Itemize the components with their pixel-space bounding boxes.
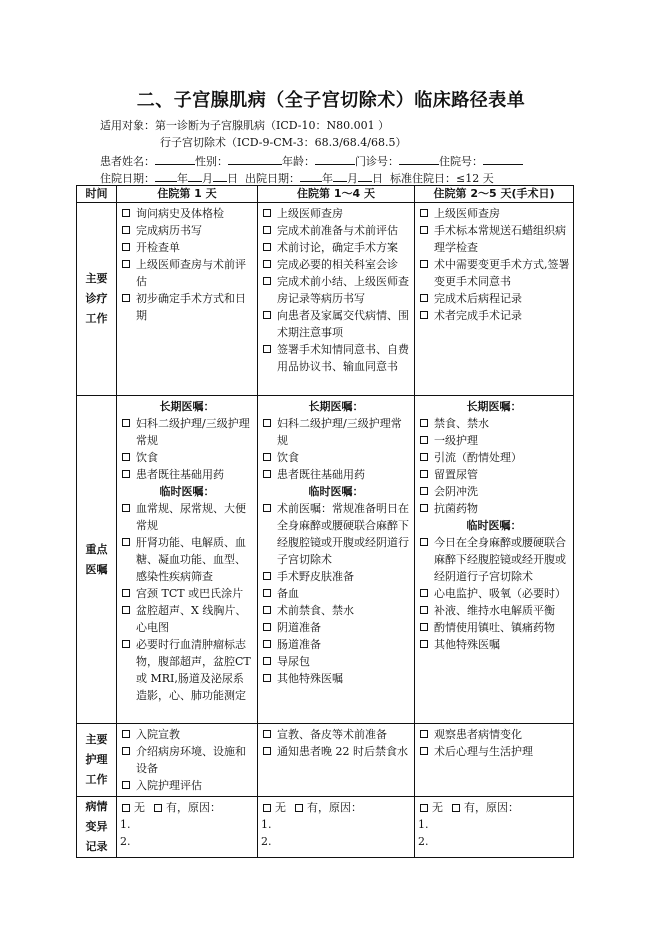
row-main-work [77, 203, 574, 396]
checkbox[interactable] [420, 453, 428, 461]
admit-year-field[interactable] [155, 170, 177, 182]
checklist-item-text: 介绍病房环境、设施和设备 [136, 745, 246, 775]
checklist [261, 415, 411, 483]
sex-label: 性别： [195, 155, 228, 168]
checkbox[interactable] [263, 589, 271, 597]
checklist-item-text: 肝肾功能、电解质、血糖、凝血功能、血型、感染性疾病筛查 [136, 536, 246, 583]
checklist-item [418, 619, 570, 636]
checklist-item [261, 619, 411, 636]
checkbox[interactable] [420, 640, 428, 648]
checklist-item-text: 患者既往基础用药 [136, 468, 224, 481]
applies-label: 适用对象： [100, 119, 155, 132]
checklist-item [120, 602, 254, 636]
checklist-item-text: 观察患者病情变化 [434, 728, 522, 741]
label-part: 主要 [85, 272, 108, 285]
checklist-item-text: 必要时行血清肿瘤标志物，腹部超声，盆腔CT 或 MRI,肠道及泌尿系造影，心、肺功能测定 [136, 638, 251, 702]
checklist-item [120, 636, 254, 704]
discharge-day-field[interactable] [358, 170, 372, 182]
checklist [120, 205, 254, 324]
checklist-item-text: 饮食 [136, 451, 158, 464]
checklist-item [418, 534, 570, 585]
checkbox[interactable] [122, 419, 130, 427]
checkbox[interactable] [122, 470, 130, 478]
checkbox[interactable] [263, 277, 271, 285]
checklist-item-text: 导尿包 [277, 655, 310, 668]
long-term-orders-heading: 长期医嘱： [466, 400, 522, 413]
checkbox[interactable] [420, 311, 428, 319]
variation-none-checkbox[interactable] [420, 804, 428, 812]
checkbox[interactable] [122, 260, 130, 268]
nursing-day-1-4 [258, 724, 415, 797]
variation-line-2[interactable]: 2. [120, 835, 131, 848]
checkbox[interactable] [420, 589, 428, 597]
checklist-item-text: 禁食、禁水 [434, 417, 489, 430]
page-title: 二、子宫腺肌病（全子宫切除术）临床路径表单 [136, 90, 526, 111]
variation-day-2-5 [415, 797, 574, 858]
orders-day-1-4 [258, 396, 415, 724]
checkbox[interactable] [263, 606, 271, 614]
checklist-item [261, 449, 411, 466]
variation-line-2[interactable]: 2. [261, 835, 272, 848]
checklist-item-text: 完成必要的相关科室会诊 [277, 258, 398, 271]
inpatient-no-label: 住院号： [439, 155, 483, 168]
checkbox[interactable] [122, 243, 130, 251]
header-day-1: 住院第 1 天 [117, 186, 258, 203]
checklist-item [418, 743, 570, 760]
label-part: 工作 [85, 312, 108, 325]
checkbox[interactable] [263, 243, 271, 251]
work-day-2-5 [415, 203, 574, 396]
checklist-item-text: 初步确定手术方式和日期 [136, 292, 246, 322]
checklist-item [261, 743, 411, 760]
variation-line-2[interactable]: 2. [418, 835, 429, 848]
variation-line-1[interactable]: 1. [261, 818, 272, 831]
checklist-item-text: 引流（酌情处理） [434, 451, 522, 464]
checklist-item-text: 向患者及家属交代病情、围术期注意事项 [277, 309, 409, 339]
checklist-item [418, 449, 570, 466]
checkbox[interactable] [263, 730, 271, 738]
checklist-item [120, 222, 254, 239]
checklist-item-text: 会阴冲洗 [434, 485, 478, 498]
checklist [418, 205, 570, 324]
checklist-item [120, 777, 254, 794]
applies-to-line-1 [100, 117, 389, 133]
variation-has-label: 有，原因： [464, 801, 519, 814]
work-day-1 [117, 203, 258, 396]
checklist-item-text: 完成术前准备与术前评估 [277, 224, 398, 237]
checklist-item [261, 239, 411, 256]
checklist-item-text: 补液、维持水电解质平衡 [434, 604, 555, 617]
long-term-orders-heading: 长期医嘱： [308, 400, 364, 413]
variation-has-label: 有，原因： [166, 801, 221, 814]
year-label: 年 [322, 172, 333, 185]
checkbox[interactable] [122, 453, 130, 461]
admit-day-field[interactable] [213, 170, 227, 182]
variation-none-label: 无 [134, 801, 145, 814]
checklist-item-text: 宣教、备皮等术前准备 [277, 728, 387, 741]
checklist-item [120, 726, 254, 743]
variation-line-1[interactable]: 1. [418, 818, 429, 831]
header-day-1-4: 住院第 1～4 天 [258, 186, 415, 203]
header-row [77, 186, 574, 203]
applies-to-line-2: 行子宫切除术（ICD-9-CM-3：68.3/68.4/68.5） [160, 136, 407, 149]
patient-name-label: 患者姓名： [100, 155, 155, 168]
checkbox[interactable] [122, 294, 130, 302]
checkbox[interactable] [263, 470, 271, 478]
checklist-item [120, 290, 254, 324]
checklist-item [261, 466, 411, 483]
variation-has-label: 有，原因： [307, 801, 362, 814]
checkbox[interactable] [420, 260, 428, 268]
day-label: 日 [227, 172, 238, 185]
checklist-item [418, 726, 570, 743]
label-part: 变异 [85, 820, 108, 833]
checkbox[interactable] [263, 572, 271, 580]
inpatient-no-field[interactable] [483, 153, 523, 165]
checkbox[interactable] [263, 504, 271, 512]
checklist-item-text: 通知患者晚 22 时后禁食水 [277, 745, 408, 758]
checklist-item-text: 入院宣教 [136, 728, 180, 741]
row-label-key-orders [77, 396, 117, 724]
checklist-item-text: 肠道准备 [277, 638, 321, 651]
label-part: 医嘱 [85, 562, 108, 576]
temporary-orders-heading: 临时医嘱： [308, 485, 364, 498]
checklist-item [261, 307, 411, 341]
checklist-item-text: 上级医师查房 [434, 207, 500, 220]
checkbox[interactable] [263, 419, 271, 427]
checklist-item-text: 术前讨论，确定手术方案 [277, 241, 398, 254]
variation-none-checkbox[interactable] [122, 804, 130, 812]
label-part: 重点 [85, 542, 108, 556]
checklist-item [418, 483, 570, 500]
checklist-item-text: 心电监护、吸氧（必要时） [434, 587, 566, 600]
checklist-item [418, 256, 570, 290]
checkbox[interactable] [263, 657, 271, 665]
checklist-item-text: 妇科二级护理/三级护理常规 [136, 417, 250, 447]
clinical-pathway-table [76, 185, 574, 858]
checklist [418, 534, 570, 653]
variation-has-checkbox[interactable] [154, 804, 162, 812]
checkbox[interactable] [122, 747, 130, 755]
header-time: 时间 [77, 186, 117, 203]
checkbox[interactable] [420, 747, 428, 755]
standard-stay: 标准住院日：≤12 天 [390, 172, 494, 185]
checklist-item [418, 466, 570, 483]
clinic-no-label: 门诊号： [355, 155, 399, 168]
checklist-item [261, 585, 411, 602]
checklist-item-text: 术前医嘱：常规准备明日在全身麻醉或腰硬联合麻醉下经腹腔镜或开腹或经阴道行子宫切除术 [277, 502, 409, 566]
checkbox[interactable] [263, 674, 271, 682]
year-label: 年 [177, 172, 188, 185]
checklist-item-text: 上级医师查房与术前评估 [136, 258, 246, 288]
label-part: 诊疗 [85, 292, 108, 305]
checklist-item-text: 开检查单 [136, 241, 180, 254]
checkbox[interactable] [122, 606, 130, 614]
checkbox[interactable] [420, 538, 428, 546]
checklist-item [120, 743, 254, 777]
checklist-item-text: 手术野皮肤准备 [277, 570, 354, 583]
checklist-item-text: 宫颈 TCT 或巴氏涂片 [136, 587, 244, 600]
checklist-item-text: 妇科二级护理/三级护理常规 [277, 417, 402, 447]
checklist [261, 500, 411, 687]
checklist-item-text: 术中需要变更手术方式,签署变更手术同意书 [434, 258, 570, 288]
checklist-item-text: 入院护理评估 [136, 779, 202, 792]
work-day-1-4 [258, 203, 415, 396]
checklist-item [120, 415, 254, 449]
checkbox[interactable] [420, 623, 428, 631]
discharge-date-label: 出院日期： [245, 172, 300, 185]
checklist [418, 415, 570, 517]
checkbox[interactable] [420, 487, 428, 495]
checklist-item [261, 500, 411, 568]
checkbox[interactable] [122, 504, 130, 512]
admit-month-field[interactable] [188, 170, 202, 182]
checkbox[interactable] [122, 781, 130, 789]
variation-none-checkbox[interactable] [263, 804, 271, 812]
long-term-orders-heading: 长期医嘱： [159, 400, 215, 413]
patient-name-field[interactable] [155, 153, 195, 165]
checklist [261, 205, 411, 375]
checklist [120, 726, 254, 794]
checklist-item [261, 341, 411, 375]
checklist-item [120, 256, 254, 290]
orders-day-1 [117, 396, 258, 724]
checklist-item [261, 568, 411, 585]
checkbox[interactable] [263, 226, 271, 234]
row-label-variation [77, 797, 117, 858]
checkbox[interactable] [420, 730, 428, 738]
row-variation [77, 797, 574, 858]
checklist-item-text: 签署手术知情同意书、自费用品协议书、输血同意书 [277, 343, 409, 373]
label-part: 工作 [85, 773, 108, 786]
checkbox[interactable] [122, 640, 130, 648]
checklist-item-text: 其他特殊医嘱 [434, 638, 500, 651]
day-label: 日 [372, 172, 383, 185]
checklist-item [261, 653, 411, 670]
discharge-year-field[interactable] [300, 170, 322, 182]
checklist [261, 726, 411, 760]
checklist-item-text: 术后心理与生活护理 [434, 745, 533, 758]
checklist-item-text: 饮食 [277, 451, 299, 464]
checkbox[interactable] [122, 226, 130, 234]
checklist [418, 726, 570, 760]
row-label-nursing [77, 724, 117, 797]
checklist-item [120, 205, 254, 222]
checklist-item [418, 432, 570, 449]
variation-day-1-4 [258, 797, 415, 858]
row-key-orders [77, 396, 574, 724]
row-label-main-work [77, 203, 117, 396]
header-day-2-5: 住院第 2～5 天(手术日) [415, 186, 574, 203]
checkbox[interactable] [263, 209, 271, 217]
checkbox[interactable] [122, 730, 130, 738]
checklist-item-text: 术前禁食、禁水 [277, 604, 354, 617]
checklist-item-text: 术者完成手术记录 [434, 309, 522, 322]
nursing-day-2-5 [415, 724, 574, 797]
checklist-item-text: 询问病史及体格检 [136, 207, 224, 220]
checkbox[interactable] [263, 623, 271, 631]
checkbox[interactable] [122, 538, 130, 546]
variation-none-label: 无 [275, 801, 286, 814]
checklist-item-text: 酌情使用镇吐、镇痛药物 [434, 621, 555, 634]
checklist-item [261, 205, 411, 222]
checkbox[interactable] [420, 226, 428, 234]
checklist-item [261, 602, 411, 619]
checklist [120, 500, 254, 704]
admit-date-label: 住院日期： [100, 172, 155, 185]
variation-none-label: 无 [432, 801, 443, 814]
checkbox[interactable] [420, 419, 428, 427]
label-part: 记录 [85, 840, 108, 853]
checkbox[interactable] [263, 260, 271, 268]
age-field[interactable] [315, 153, 355, 165]
checklist-item-text: 盆腔超声、X 线胸片、心电图 [136, 604, 247, 634]
checklist-item [261, 273, 411, 307]
checklist-item [418, 290, 570, 307]
checklist-item-text: 留置尿管 [434, 468, 478, 481]
checkbox[interactable] [122, 589, 130, 597]
checkbox[interactable] [420, 504, 428, 512]
dates-line [100, 170, 494, 186]
checklist-item-text: 今日在全身麻醉或腰硬联合麻醉下经腹腔镜或经开腹或经阴道行子宫切除术 [434, 536, 566, 583]
checklist-item [120, 449, 254, 466]
clinic-no-field[interactable] [399, 153, 439, 165]
checkbox[interactable] [420, 606, 428, 614]
checklist-item-text: 其他特殊医嘱 [277, 672, 343, 685]
checklist-item-text: 上级医师查房 [277, 207, 343, 220]
checklist-item [261, 670, 411, 687]
variation-day-1 [117, 797, 258, 858]
applies-diagnosis: 第一诊断为子宫腺肌病（ICD-10：N80.001 ） [155, 119, 390, 132]
nursing-day-1 [117, 724, 258, 797]
checklist-item-text: 患者既往基础用药 [277, 468, 365, 481]
label-part: 护理 [85, 753, 108, 766]
checklist-item-text: 备血 [277, 587, 299, 600]
checklist-item [418, 636, 570, 653]
checklist-item-text: 完成病历书写 [136, 224, 202, 237]
month-label: 月 [347, 172, 358, 185]
row-nursing [77, 724, 574, 797]
checkbox[interactable] [122, 209, 130, 217]
checkbox[interactable] [420, 436, 428, 444]
checkbox[interactable] [420, 209, 428, 217]
checklist-item-text: 一级护理 [434, 434, 478, 447]
variation-has-checkbox[interactable] [452, 804, 460, 812]
checklist-item [418, 415, 570, 432]
checkbox[interactable] [263, 311, 271, 319]
checklist-item [418, 307, 570, 324]
checklist-item [120, 534, 254, 585]
checklist-item [261, 726, 411, 743]
checklist-item [120, 585, 254, 602]
checklist-item-text: 抗菌药物 [434, 502, 478, 515]
checklist-item-text: 完成术后病程记录 [434, 292, 522, 305]
checkbox[interactable] [263, 640, 271, 648]
checklist-item [120, 500, 254, 534]
checklist-item [418, 222, 570, 256]
checkbox[interactable] [420, 470, 428, 478]
checklist-item [261, 256, 411, 273]
checklist-item [120, 466, 254, 483]
checklist-item-text: 血常规、尿常规、大便常规 [136, 502, 246, 532]
temporary-orders-heading: 临时医嘱： [159, 485, 215, 498]
checklist [120, 415, 254, 483]
checklist-item [418, 602, 570, 619]
age-label: 年龄： [282, 155, 315, 168]
variation-line-1[interactable]: 1. [120, 818, 131, 831]
checklist-item-text: 手术标本常规送石蜡组织病理学检查 [434, 224, 566, 254]
month-label: 月 [202, 172, 213, 185]
checklist-item [261, 415, 411, 449]
checkbox[interactable] [263, 453, 271, 461]
label-part: 病情 [85, 800, 108, 813]
checklist-item [418, 585, 570, 602]
checkbox[interactable] [263, 747, 271, 755]
checkbox[interactable] [263, 345, 271, 353]
checklist-item [261, 636, 411, 653]
discharge-month-field[interactable] [333, 170, 347, 182]
temporary-orders-heading: 临时医嘱： [466, 519, 522, 532]
checklist-item [261, 222, 411, 239]
checklist-item [418, 205, 570, 222]
checkbox[interactable] [420, 294, 428, 302]
patient-info-line [100, 153, 523, 169]
checklist-item-text: 完成术前小结、上级医师查房记录等病历书写 [277, 275, 409, 305]
orders-day-2-5 [415, 396, 574, 724]
label-part: 主要 [85, 733, 108, 746]
checklist-item [418, 500, 570, 517]
checklist-item [120, 239, 254, 256]
checklist-item-text: 阴道准备 [277, 621, 321, 634]
sex-field[interactable] [228, 153, 282, 165]
variation-has-checkbox[interactable] [295, 804, 303, 812]
